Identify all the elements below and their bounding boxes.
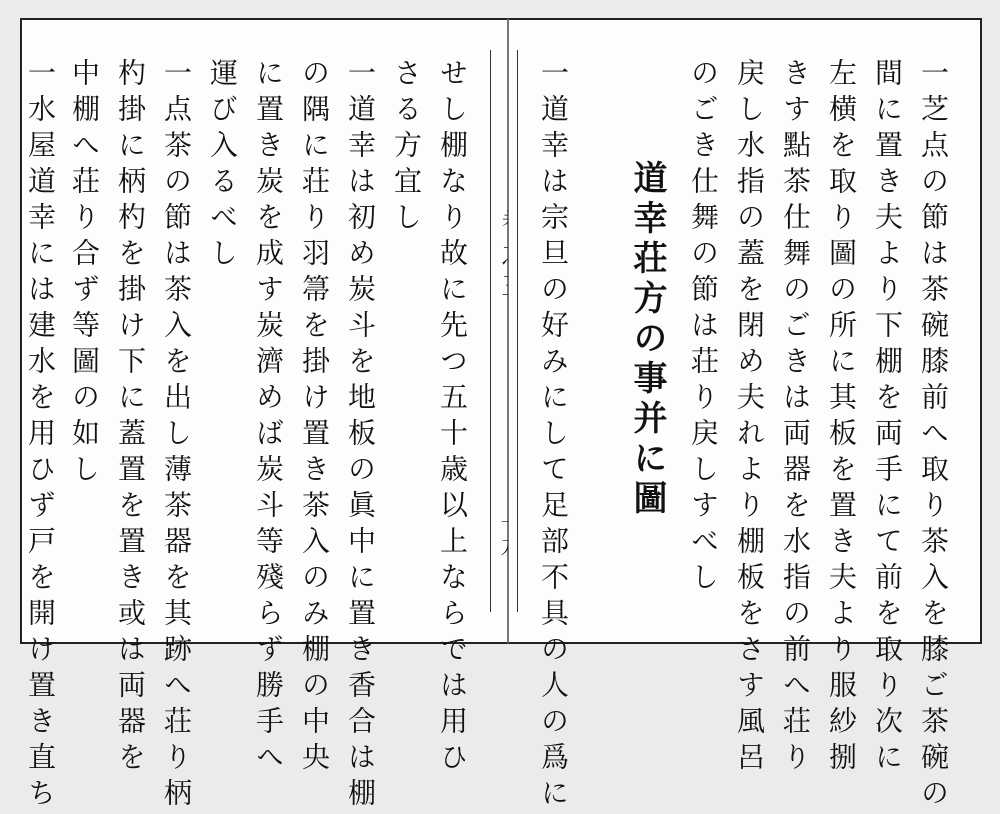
text-column: 運び入るべし [206, 58, 239, 274]
text-column: のごき仕舞の節は荘り戻しすべし [687, 58, 720, 598]
section-heading: 道幸荘方の事并に圖 [627, 160, 667, 520]
text-column: きす點茶仕舞のごきは両器を水指の前へ荘り [779, 58, 812, 778]
text-column: 一道幸は宗旦の好みにして足部不具の人の爲に [537, 58, 570, 814]
left-page [20, 18, 508, 814]
text-column: 戻し水指の蓋を閉め夫れより棚板をさす風呂 [733, 58, 766, 778]
right-page [508, 18, 982, 814]
text-column: 一芝点の節は茶碗膝前へ取り茶入を膝ご茶碗の [917, 58, 950, 814]
text-column: に置き炭を成す炭濟めば炭斗等殘らず勝手へ [252, 58, 285, 778]
text-column: 一点茶の節は茶入を出し薄茶器を其跡へ荘り柄 [160, 58, 193, 814]
text-column: 一水屋道幸には建水を用ひず戸を開け置き直ち [24, 58, 57, 814]
text-column: 間に置き夫より下棚を両手にて前を取り次に [871, 58, 904, 778]
text-column: せし棚なり故に先つ五十歳以上ならでは用ひ [436, 58, 469, 778]
text-column: 杓掛に柄杓を掛け下に蓋置を置き或は両器を [114, 58, 147, 778]
text-column: 一道幸は初め炭斗を地板の眞中に置き香合は棚 [344, 58, 377, 814]
gutter-rule [517, 50, 518, 612]
text-column: の隅に荘り羽箒を掛け置き茶入のみ棚の中央 [298, 58, 331, 778]
gutter-rule [490, 50, 491, 612]
text-column: 左横を取り圖の所に其板を置き夫より服紗捌 [825, 58, 858, 778]
text-column: 中棚へ荘り合ず等圖の如し [68, 58, 101, 490]
text-column: さる方宜し [390, 58, 423, 238]
